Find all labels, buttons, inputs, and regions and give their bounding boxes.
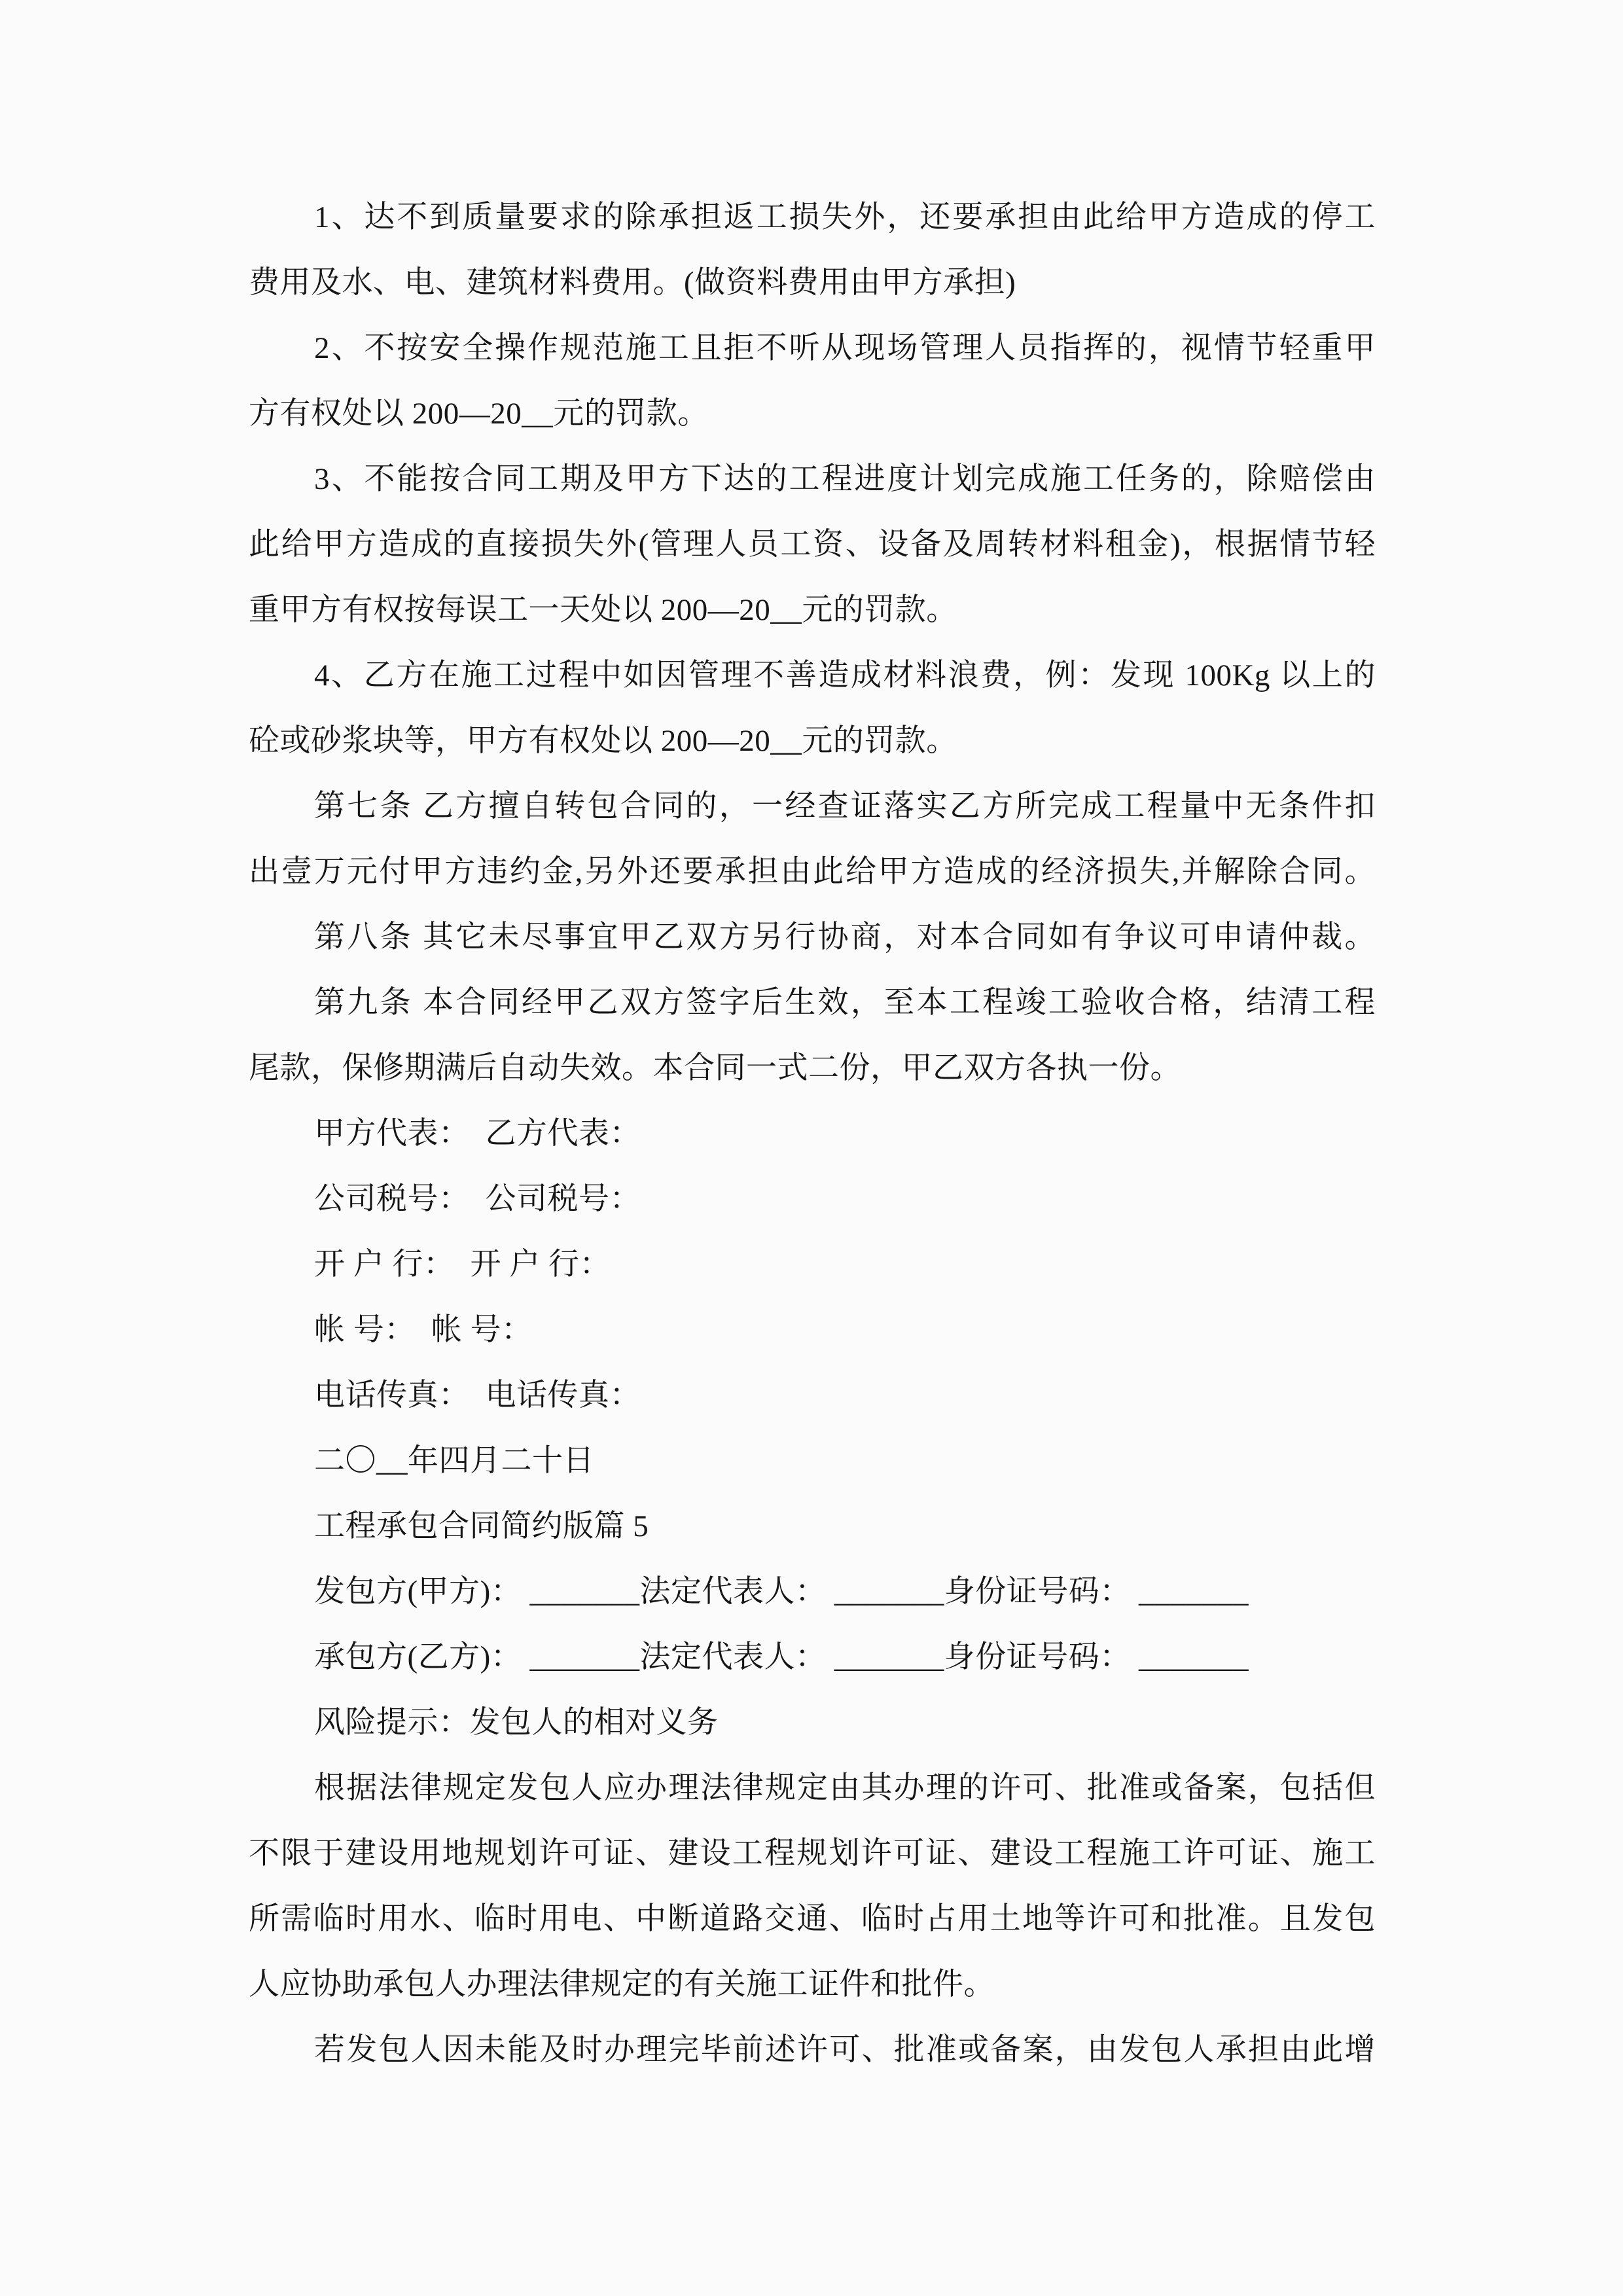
contract-text-line: 此给甲方造成的直接损失外(管理人员工资、设备及周转材料租金)，根据情节轻 — [249, 528, 1376, 562]
contract-text-line: 砼或砂浆块等，甲方有权处以 200—20__元的罚款。 — [249, 724, 957, 758]
contract-text-line: 人应协助承包人办理法律规定的有关施工证件和批件。 — [249, 1967, 995, 2001]
contract-text-line: 3、不能按合同工期及甲方下达的工程进度计划完成施工任务的，除赔偿由 — [314, 462, 1376, 496]
contract-text-line: 尾款，保修期满后自动失效。本合同一式二份，甲乙双方各执一份。 — [249, 1051, 1181, 1085]
contract-text-line: 不限于建设用地规划许可证、建设工程规划许可证、建设工程施工许可证、施工 — [249, 1837, 1376, 1871]
contract-text-line: 所需临时用水、临时用电、中断道路交通、临时占用土地等许可和批准。且发包 — [249, 1902, 1376, 1936]
risk-note-line: 风险提示：发包人的相对义务 — [314, 1706, 719, 1740]
contract-text-line: 根据法律规定发包人应办理法律规定由其办理的许可、批准或备案，包括但 — [314, 1771, 1376, 1805]
signature-field-line: 公司税号： 公司税号： — [314, 1182, 641, 1216]
signature-field-line: 开 户 行： 开 户 行： — [314, 1247, 611, 1282]
section-title: 工程承包合同简约版篇 5 — [314, 1509, 649, 1543]
signature-field-line: 电话传真： 电话传真： — [314, 1378, 641, 1412]
contract-text-line: 1、达不到质量要求的除承担返工损失外，还要承担由此给甲方造成的停工 — [314, 200, 1376, 234]
contract-text-line: 2、不按安全操作规范施工且拒不听从现场管理人员指挥的，视情节轻重甲 — [314, 331, 1376, 365]
contract-text-line: 方有权处以 200—20__元的罚款。 — [249, 397, 709, 431]
contract-text-line: 出壹万元付甲方违约金,另外还要承担由此给甲方造成的经济损失,并解除合同。 — [249, 855, 1376, 889]
contract-text-line: 重甲方有权按每误工一天处以 200—20__元的罚款。 — [249, 593, 957, 627]
signature-field-line: 甲方代表： 乙方代表： — [314, 1117, 641, 1151]
contract-text-line: 若发包人因未能及时办理完毕前述许可、批准或备案，由发包人承担由此增 — [314, 2033, 1376, 2067]
clause-7-line: 第七条 乙方擅自转包合同的，一经查证落实乙方所完成工程量中无条件扣 — [314, 789, 1376, 823]
party-blank-line: 发包方(甲方)： _______法定代表人： _______身份证号码： _______ — [314, 1575, 1249, 1609]
contract-body — [249, 185, 1376, 2083]
date-line: 二〇__年四月二十日 — [314, 1444, 594, 1478]
clause-9-line: 第九条 本合同经甲乙双方签字后生效，至本工程竣工验收合格，结清工程 — [314, 986, 1376, 1020]
contract-text-line: 4、乙方在施工过程中如因管理不善造成材料浪费，例：发现 100Kg 以上的 — [314, 658, 1376, 692]
contract-text-line: 费用及水、电、建筑材料费用。(做资料费用由甲方承担) — [249, 266, 1016, 300]
signature-field-line: 帐 号： 帐 号： — [314, 1313, 533, 1347]
party-blank-line: 承包方(乙方)： _______法定代表人： _______身份证号码： _______ — [314, 1640, 1249, 1674]
clause-8-line: 第八条 其它未尽事宜甲乙双方另行协商，对本合同如有争议可申请仲裁。 — [314, 920, 1376, 954]
